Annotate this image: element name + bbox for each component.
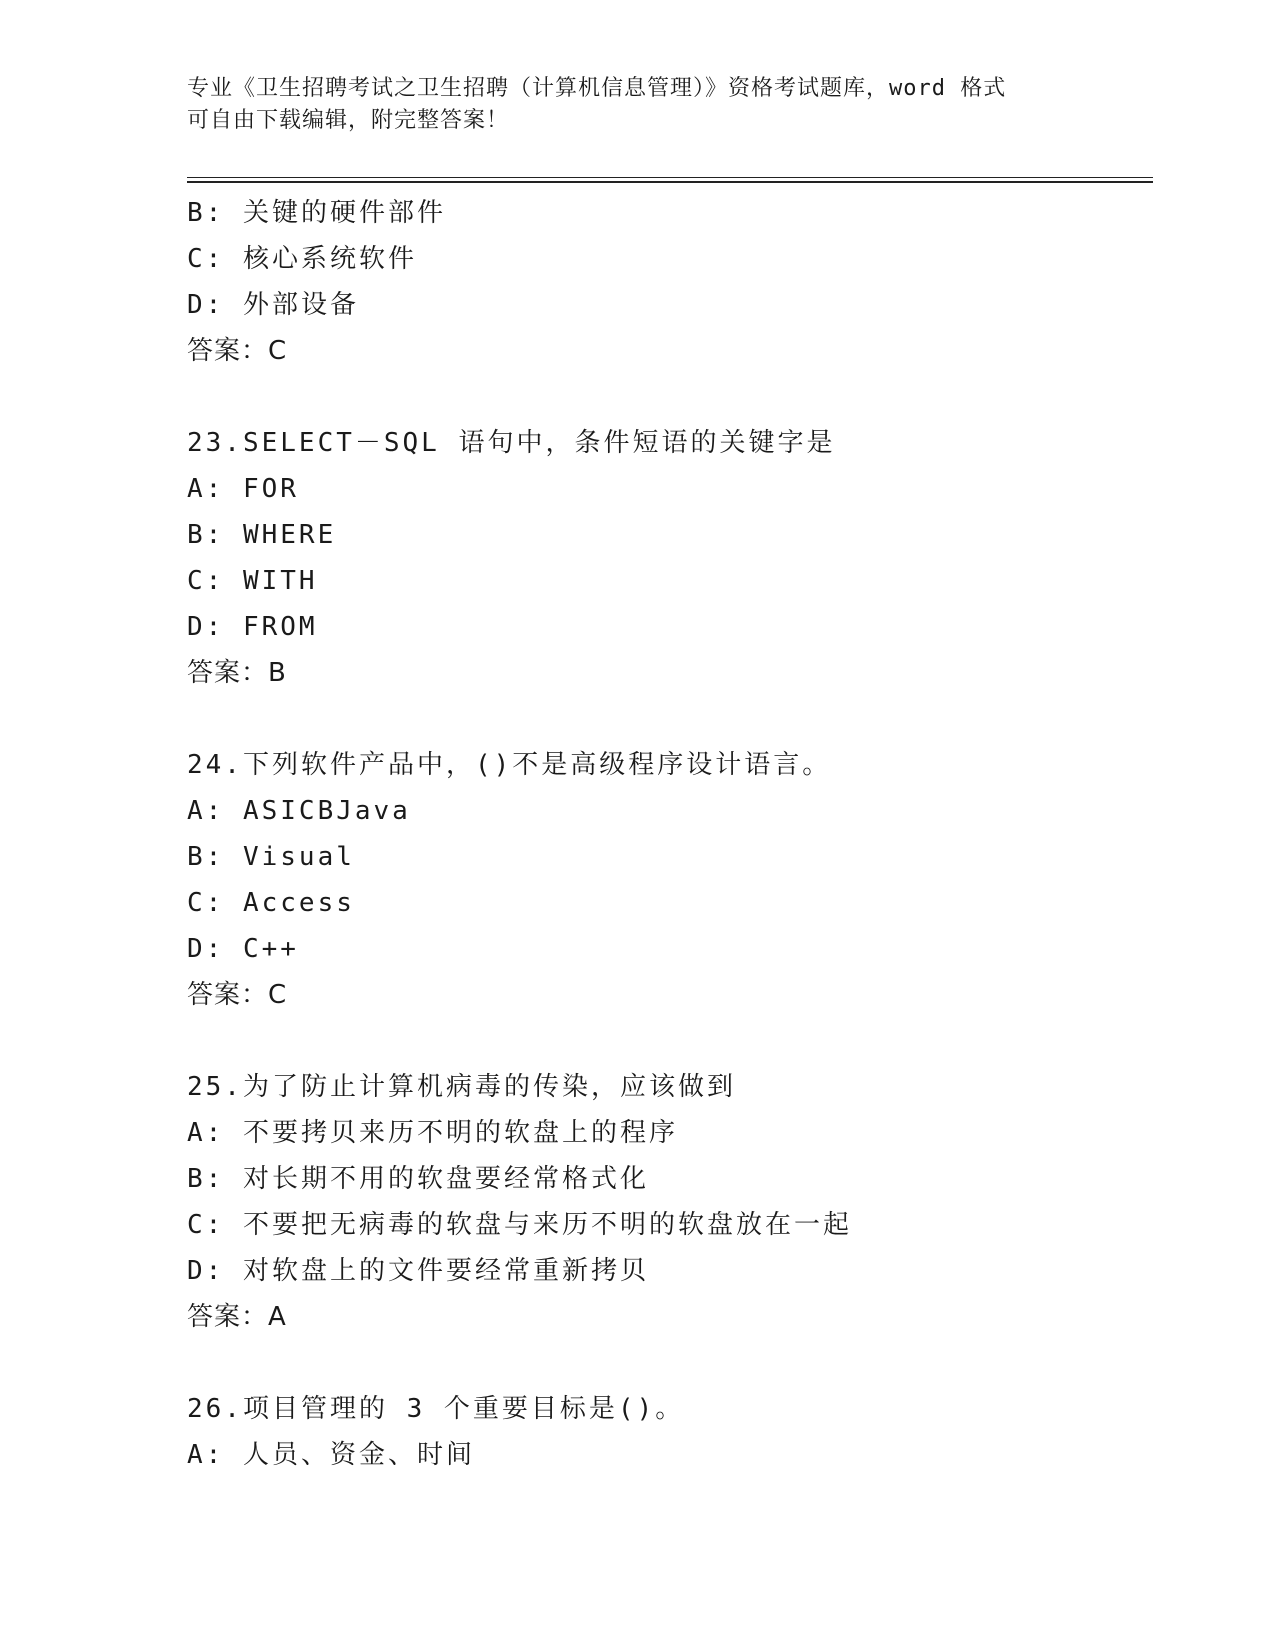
answer: 答案：B xyxy=(187,658,287,688)
option-c: C: 不要把无病毒的软盘与来历不明的软盘放在一起 xyxy=(187,1210,852,1240)
spacer xyxy=(187,696,1147,742)
spacer xyxy=(187,1340,1147,1386)
answer: 答案：A xyxy=(187,1302,287,1332)
option-b: B: 关键的硬件部件 xyxy=(187,198,446,228)
option-d: D: C++ xyxy=(187,934,299,964)
option-b: B: WHERE xyxy=(187,520,337,550)
option-a: A: 人员、资金、时间 xyxy=(187,1440,475,1470)
header-line-1: 专业《卫生招聘考试之卫生招聘（计算机信息管理）》资格考试题库，word 格式 xyxy=(187,76,1007,101)
option-b: B: Visual xyxy=(187,842,355,872)
question-text: 25.为了防止计算机病毒的传染，应该做到 xyxy=(187,1072,736,1102)
option-a: A: ASICBJava xyxy=(187,796,411,826)
page-header xyxy=(187,73,1087,137)
header-line-2: 可自由下载编辑，附完整答案！ xyxy=(187,108,510,133)
spacer xyxy=(187,374,1147,420)
option-c: C: Access xyxy=(187,888,355,918)
spacer xyxy=(187,1018,1147,1064)
question-text: 23.SELECT－SQL 语句中，条件短语的关键字是 xyxy=(187,428,836,458)
question-25 xyxy=(187,1064,1147,1340)
question-24 xyxy=(187,742,1147,1018)
header-divider-thick xyxy=(187,181,1153,183)
answer: 答案：C xyxy=(187,980,288,1010)
header-divider-thin xyxy=(187,177,1153,178)
option-a: A: FOR xyxy=(187,474,299,504)
question-22-continued xyxy=(187,190,1147,374)
question-text: 24.下列软件产品中，()不是高级程序设计语言。 xyxy=(187,750,832,780)
option-c: C: 核心系统软件 xyxy=(187,244,417,274)
option-d: D: 对软盘上的文件要经常重新拷贝 xyxy=(187,1256,649,1286)
option-a: A: 不要拷贝来历不明的软盘上的程序 xyxy=(187,1118,678,1148)
question-list xyxy=(187,190,1147,1478)
option-b: B: 对长期不用的软盘要经常格式化 xyxy=(187,1164,649,1194)
question-23 xyxy=(187,420,1147,696)
option-d: D: FROM xyxy=(187,612,318,642)
question-26 xyxy=(187,1386,1147,1478)
answer: 答案：C xyxy=(187,336,288,366)
question-text: 26.项目管理的 3 个重要目标是()。 xyxy=(187,1394,685,1424)
option-c: C: WITH xyxy=(187,566,318,596)
option-d: D: 外部设备 xyxy=(187,290,359,320)
